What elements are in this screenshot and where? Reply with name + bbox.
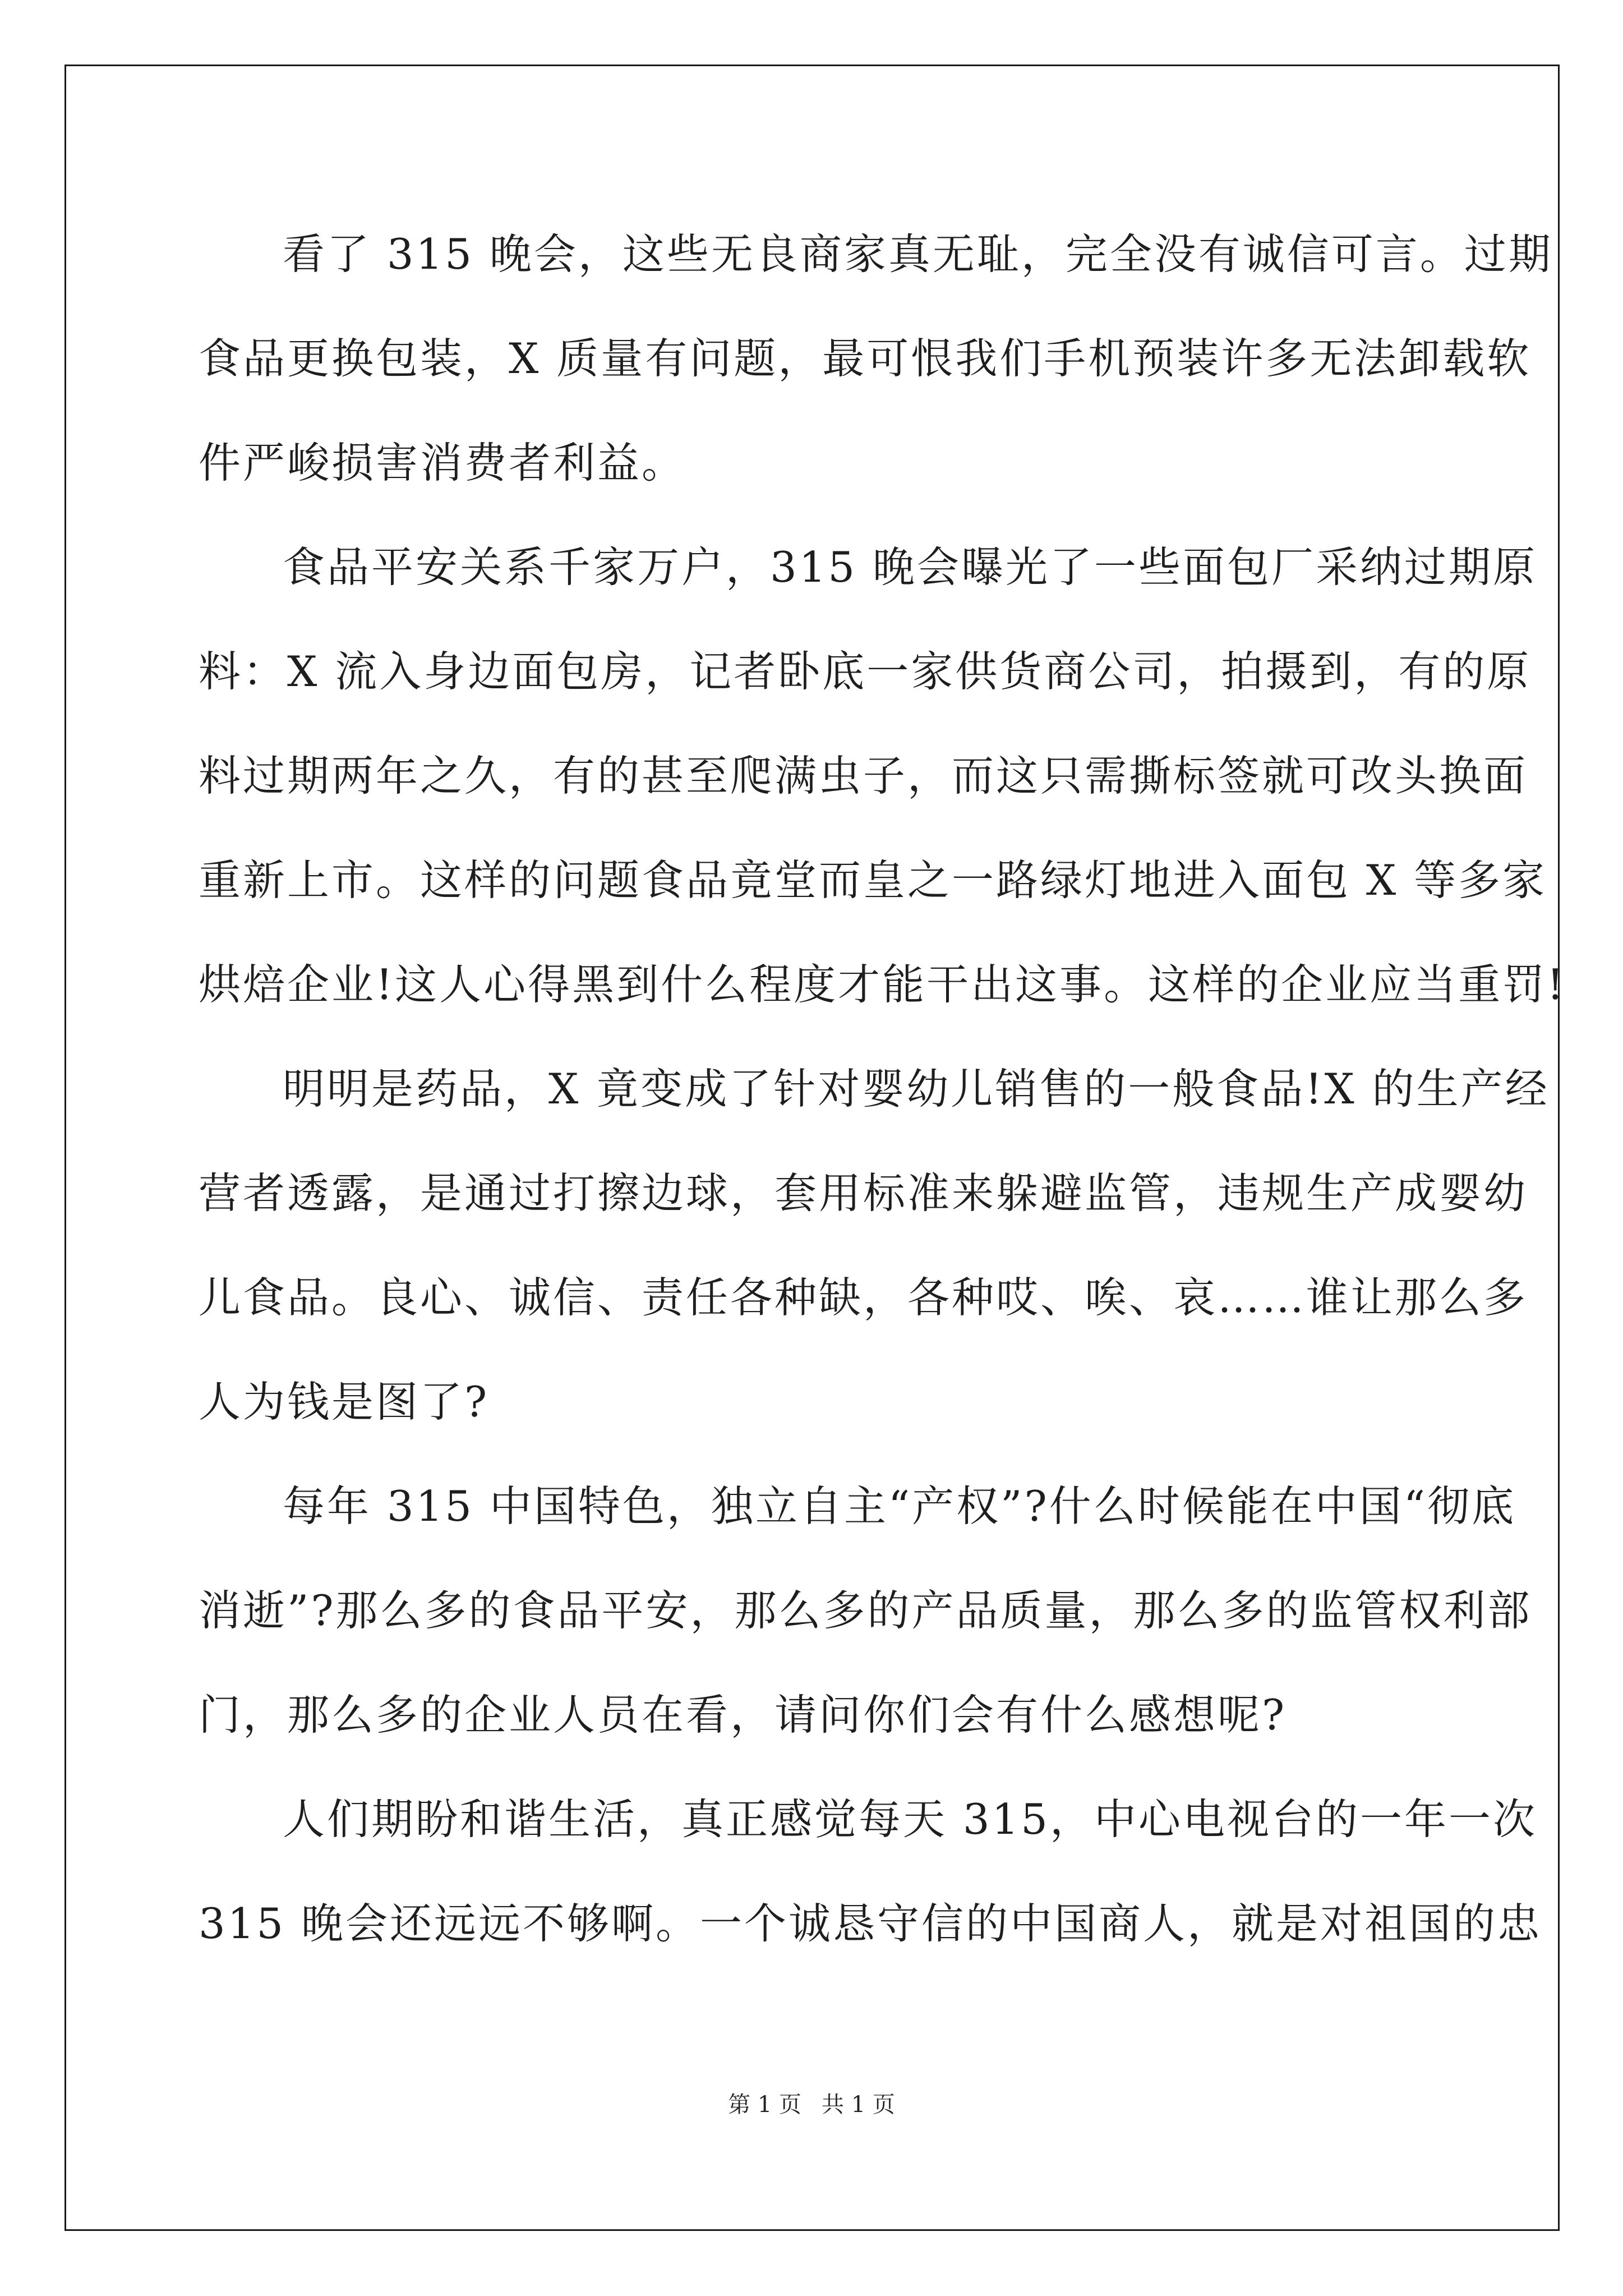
paragraph-1-line-3: 件严峻损害消费者利益。 xyxy=(199,438,686,487)
page-footer xyxy=(0,2088,1623,2122)
paragraph-4-line-2: 消逝”?那么多的食品平安，那么多的产品质量，那么多的监管权利部 xyxy=(199,1586,1532,1635)
document-body xyxy=(199,202,1566,1976)
paragraph-5-line-1: 人们期盼和谐生活，真正感觉每天 315，中心电视台的一年一次 xyxy=(283,1795,1537,1844)
paragraph-2-line-5: 烘焙企业!这人心得黑到什么程度才能干出这事。这样的企业应当重罚! xyxy=(199,960,1566,1009)
paragraph-3-line-4: 人为钱是图了? xyxy=(199,1377,490,1427)
paragraph-4-line-3: 门，那么多的企业人员在看，请问你们会有什么感想呢? xyxy=(199,1690,1287,1740)
paragraph-2-line-4: 重新上市。这样的问题食品竟堂而皇之一路绿灯地进入面包 X 等多家 xyxy=(199,855,1547,905)
paragraph-3-line-1: 明明是药品，X 竟变成了针对婴幼儿销售的一般食品!X 的生产经 xyxy=(283,1064,1550,1114)
paragraph-2-line-1: 食品平安关系千家万户，315 晚会曝光了一些面包厂采纳过期原 xyxy=(283,542,1537,592)
paragraph-5-line-2: 315 晚会还远远不够啊。一个诚恳守信的中国商人，就是对祖国的忠 xyxy=(199,1899,1542,1948)
paragraph-3-line-2: 营者透露，是通过打擦边球，套用标准来躲避监管，违规生产成婴幼 xyxy=(199,1168,1528,1218)
paragraph-2-line-2: 料：X 流入身边面包房，记者卧底一家供货商公司，拍摄到，有的原 xyxy=(199,647,1532,696)
paragraph-2-line-3: 料过期两年之久，有的甚至爬满虫子，而这只需撕标签就可改头换面 xyxy=(199,751,1528,800)
paragraph-1-line-2: 食品更换包装，X 质量有问题，最可恨我们手机预装许多无法卸载软 xyxy=(199,334,1532,383)
paragraph-3-line-3: 儿食品。良心、诚信、责任各种缺，各种哎、唉、哀……谁让那么多 xyxy=(199,1273,1528,1322)
paragraph-4-line-1: 每年 315 中国特色，独立自主“产权”?什么时候能在中国“彻底 xyxy=(283,1481,1516,1531)
page-total: 共 1 页 xyxy=(822,2092,895,2118)
paragraph-1-line-1: 看了 315 晚会，这些无良商家真无耻，完全没有诚信可言。过期 xyxy=(283,229,1553,279)
page-number: 第 1 页 xyxy=(728,2092,801,2118)
